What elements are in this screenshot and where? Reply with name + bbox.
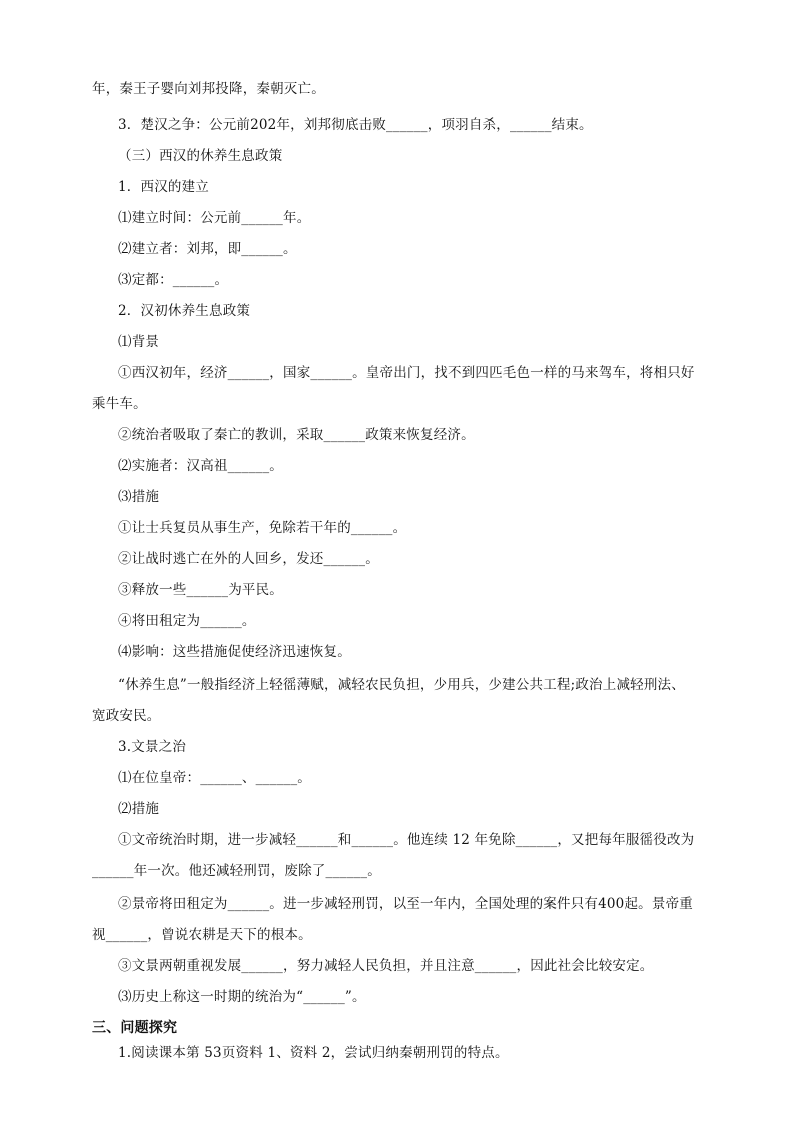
text-line: ⑷影响：这些措施促使经济迅速恢复。 xyxy=(118,644,351,660)
text-line: 年，秦王子婴向刘邦投降，秦朝灭亡。 xyxy=(92,81,325,97)
text-line: ①西汉初年，经济______，国家______。皇帝出门，找不到四匹毛色一样的马来驾车，将相只好 xyxy=(118,365,695,381)
text-line: ③释放一些______为平民。 xyxy=(118,582,283,598)
text-line: ⑶措施 xyxy=(118,489,160,505)
text-line: ⑴背景 xyxy=(118,334,160,350)
text-line: 视______，曾说农耕是天下的根本。 xyxy=(92,927,312,943)
text-line: ①让士兵复员从事生产，免除若干年的______。 xyxy=(118,520,407,536)
text-line: ②统治者吸取了秦亡的教训，采取______政策来恢复经济。 xyxy=(118,427,475,443)
text-line: 2．汉初休养生息政策 xyxy=(118,303,251,319)
text-line: ④将田租定为______。 xyxy=(118,613,256,629)
text-line: ⑵建立者：刘邦，即______。 xyxy=(118,241,297,257)
text-line: 1.阅读课本第 53页资料 1、资料 2，尝试归纳秦朝刑罚的特点。 xyxy=(118,1045,509,1061)
text-line: ⑵措施 xyxy=(118,801,160,817)
text-line: “休养生息”一般指经济上轻徭薄赋，减轻农民负担，少用兵，少建公共工程;政治上减轻刑法、 xyxy=(118,677,685,693)
text-line: ②景帝将田租定为______。进一步减轻刑罚，以至一年内，全国处理的案件只有400起。景帝重 xyxy=(118,896,693,912)
text-line: ①文帝统治时期，进一步减轻______和______。他连续 12 年免除______，又把每年服徭役改为 xyxy=(118,832,695,848)
text-line: 1．西汉的建立 xyxy=(118,179,209,195)
text-line: ______年一次。他还减轻刑罚，废除了______。 xyxy=(92,863,381,879)
text-line: 3．楚汉之争：公元前202年，刘邦彻底击败______，项羽自杀，______结束。 xyxy=(118,117,593,133)
text-line: ②让战时逃亡在外的人回乡，发还______。 xyxy=(118,551,379,567)
text-line: ⑵实施者：汉高祖______。 xyxy=(118,458,283,474)
text-line: ⑶历史上称这一时期的统治为“______”。 xyxy=(118,989,366,1005)
text-line: ⑴在位皇帝：______、______。 xyxy=(118,770,311,786)
text-line: ⑶定都：______。 xyxy=(118,272,229,288)
text-line: ③文景两朝重视发展______，努力减轻人民负担，并且注意______，因此社会比较安定。 xyxy=(118,958,654,974)
text-line: 宽政安民。 xyxy=(92,708,161,724)
section-heading: 三、问题探究 xyxy=(92,1020,178,1036)
text-line: ⑴建立时间：公元前______年。 xyxy=(118,210,311,226)
text-line: 乘牛车。 xyxy=(92,396,147,412)
text-line: 3.文景之治 xyxy=(118,739,187,755)
section-heading: （三）西汉的休养生息政策 xyxy=(118,148,283,164)
